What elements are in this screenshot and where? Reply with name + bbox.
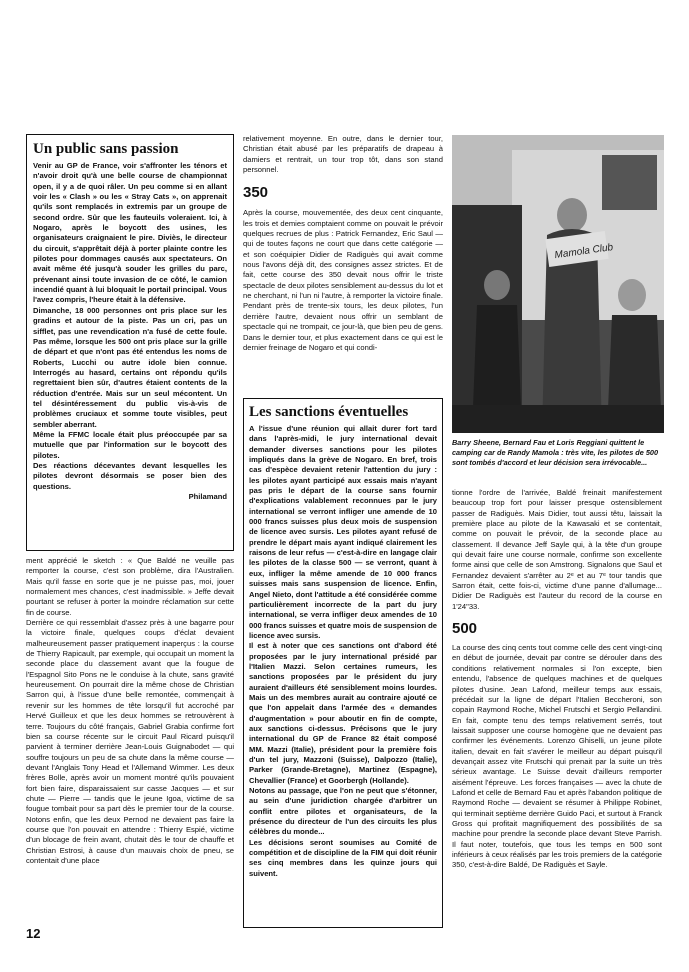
sidebar-box-public: [26, 134, 234, 551]
box-paragraph: A l'issue d'une réunion qui allait durer fort tard dans l'après-midi, le jury international devait demander diverses sanctions pour les pilotes impliqués dans la grève de Nogaro. En bref, trois cas d'espèce devaient retenir l'attention du jury : les pilotes ayant participé aux essais mais n'ayant pas pris le départ de la course sans fournir d'explications valablement reconnues par le jury international se verront infliger une amende de 10 000 francs suisses plus deux mois de suspension de licence avec sursis. Les pilotes ayant refusé de prendre le départ mais ayant indiqué clairement les raisons de leur refus — c'est-à-dire en langage clair les pilotes de la classe 500 — se verront, quant à eux, infliger la même amende de 10 000 francs suisses mais sans suspension de licence. Enfin, Angel Nieto, dont l'attitude a été considérée comme particulièrement incorrecte de la part du jury international, se verra infliger deux amendes de 10 000 francs suisses et quatre mois de suspension de licence avec sursis.: [249, 424, 437, 640]
box-paragraph: Même la FFMC locale était plus préoccupée par sa mutuelle que par l'information sur le boycott des pilotes.: [33, 429, 227, 460]
article-text: relativement moyenne. En outre, dans le dernier tour, Christian était abusé par les préparatifs de drapeau à damiers et rentrait, un tour trop tôt, dans son stand personnel.: [243, 134, 443, 175]
photo-riders: [452, 135, 664, 433]
box-paragraph: Dimanche, 18 000 personnes ont pris place sur les gradins et autour de la piste. Pas un cri, pas un sifflet, pas une revendication n'a fusé de cette foule. Pas même, lorsque les 500 ont pris place sur la grille de départ et que n'ont pas été entendus les noms de Roberts, Lucchi ou autre idole bien connue. Interrogés au hasard, certains ont répondu qu'ils regrettaient bien sûr, d'autres étaient contents de la réduction d'entrée. Mais sur un seul mécontent. Un tel désintéressement du public vis-à-vis de problèmes cruciaux et somme toute visibles, peut sembler aberrant.: [33, 305, 227, 429]
sidebar-box-sanctions: [243, 398, 443, 928]
column-left-bottom: [26, 556, 234, 866]
article-text: ment apprécié le sketch : « Que Baldé ne veuille pas remporter la course, c'est son problème, dira l'Australien. Mais qu'il fasse en sorte que je ne puisse pas, moi, jouer normalement mes chances, c'est inadmissible. » Jeffe devait pourtant se refuser à porter la moindre réclamation sur cette fin de course.: [26, 556, 234, 617]
box-body: [249, 424, 437, 879]
column-middle-top: [243, 134, 443, 353]
article-text: Après la course, mouvementée, des deux cent cinquante, les trois et demies comptaient comme on pouvait le prévoir quelques recrues de plus : Patrick Fernandez, Eric Saul — qui de toutes façons ne court que dans cette catégorie — et son coéquipier Didier de Radiguès qui avait comme nous l'avons déjà dit, des consignes assez strictes. Et de fait, cette course des 350 devait nous offrir le triste spectacle de deux pilotes sensiblement au-dessus du lot et ne cherchant, ni l'un ni l'autre, à remporter la victoire finale. Pendant près de trente-six tours, les deux pilotes, l'un derrière l'autre, devaient nous offrir un semblant de spectacle qui ne trompait, ce jour-là, que bien peu de gens. Dans le dernier tour, et plus exactement dans ce qui est le dernier freinage de Nogaro et qui condi-: [243, 208, 443, 352]
box-body: [33, 161, 227, 502]
photo-image: [452, 135, 664, 433]
column-right: [452, 488, 662, 871]
box-paragraph: Notons au passage, que l'on ne peut que s'étonner, au sein d'une juridiction chargée d'arbitrer un conflit entre pilotes et organisateurs, de la présence du directeur de l'un des circuits les plus célèbres du monde...: [249, 786, 437, 837]
box-signature: Philamand: [188, 492, 227, 501]
photo-caption: Barry Sheene, Bernard Fau et Loris Reggiani quittent le camping car de Randy Mamola : très vite, les pilotes de 500 sont tombés d'accord et leur décision sera irrévocable...: [452, 438, 659, 467]
box-paragraph: Les décisions seront soumises au Comité de compétition et de discipline de la FIM qui doit réunir ses cinq membres dans les quinze jours qui suivent.: [249, 837, 437, 878]
box-title: Les sanctions éventuelles: [249, 404, 409, 420]
box-paragraph: Il est à noter que ces sanctions ont d'abord été proposées par le jury international présidé par l'Italien Mazzi. Selon certaines rumeurs, les sanctions proposées par le président du jury auraient d'ailleurs été sensiblement moins lourdes. Mais un des membres aurait au contraire ajouté ce que l'on appelait dans l'armée des « demandes d'augmentation » pour aboutir en fin de compte, aux sanctions ci-dessus. Précisons que le jury international du GP de France 82 était composé MM. Mazzi (Italie), président pour la première fois d'un tel jury, Mazzoni (Suisse), Dalpozzo (Italie), Parker (Grande-Bretagne), Martinez (Espagne), Chevallier (France) et Goorbergh (Hollande).: [249, 641, 437, 785]
article-text: tionne l'ordre de l'arrivée, Baldé freinait manifestement beaucoup trop fort pour laisser presque ostensiblement passer de Radiguès. Mais Didier, tout aussi têtu, laissait la première place au pilote de la Kawasaki et se contentait, comme on pouvait le prévoir, de la seconde place au classement. Il devance Jeff Sayle qui, à la tête d'un groupe qui devait faire une course normale, confirme son excellente forme ainsi que celle de son Amstrong. Signalons que Saul et Fernandez devaient s'arrêter au 2ᵉ et au 7ᵉ tour tandis que Sarron était, cette fois-ci, victime d'une panne d'allumage... Didier De Radiguès est l'auteur du record de la course en 1'24"33.: [452, 488, 662, 611]
article-text: La course des cinq cents tout comme celle des cent vingt-cinq en début de journée, devait par contre se dérouler dans des conditions relativement normales si l'on excepte, bien entendu, l'absence de quelques machines et de quelques pilotes d'usine. Jean Lafond, meilleur temps aux essais, précédait sur la ligne de départ l'Italien Beccheroni, son copain Raymond Roche, Michel Frutschi et Sergio Pellandini. En fait, compte tenu des temps relativement serrés, tout laissait supposer une course homogène que ne devaient pas confirmer les événements. Lorenzo Ghiselli, un jeune pilote italien, devait en fait s'avérer le meilleur au départ puisqu'il devançait assez vite Frutschi qui prenait par la suite un très sérieux avantage. Le Suisse devait d'ailleurs remporter aisément l'épreuve. Les forces françaises — avec la chute de Lafond et celle de Bernard Fau et après l'abandon politique de Raymond Roche — devaient se résumer à Philippe Robinet, qui terminait septième derrière Guido Paci, et surtout à Franck Gross qui profitait magnifiquement des possibilités de sa machine pour prendre la seconde place devant Steve Parrish. Il faut noter, toutefois, que tous les temps en 500 sont inférieurs à ceux réalisés par les trois premiers de la catégorie 350, c'est-à-dire Baldé, De Radiguès et Sayle.: [452, 643, 662, 870]
section-heading-500: 500: [452, 620, 478, 638]
box-paragraph: Venir au GP de France, voir s'affronter les ténors et n'avoir droit qu'à une belle course de championnat open, il y a de quoi râler. Un peu comme si en allant voir les « Clash » ou les « Stray Cats », on apprenait qu'ils sont remplacés in extremis par un groupe de second ordre. Sûr que les fauteuils voleraient. Ici, à Nogaro, après le boycott des usines, les organisateurs craignaient le pire. Diviès, le directeur du circuit, s'apprêtait déjà à porter plainte contre les pilotes pour dommages causés aux spectateurs. On avait même été jusqu'à souder les grilles du parc, prévenant ainsi toute invasion de ce côté, le camion incendié quant à lui bloquait le portail principal. Vous l'avez compris, l'heure était à la défensive.: [33, 161, 227, 305]
box-title: Un public sans passion: [33, 141, 179, 157]
page-number: 12: [26, 926, 41, 941]
box-paragraph: Des réactions décevantes devant lesquelles les pilotes devront désormais se poser bien des questions.: [33, 460, 227, 491]
section-heading-350: 350: [243, 184, 269, 202]
article-text: Derrière ce qui ressemblait d'assez près à une bagarre pour la victoire finale, quelques coups d'éclat devaient malheureusement passer pratiquement inaperçus : la course de Thierry Rapicault, par exemple, qui occupait un moment la seconde place du classement avant que la fougue de l'Espagnol Sito Pons ne le conduise à la chute, sans gravité heureusement. On pourrait dire la même chose de Christian Sarron qui, à l'issue d'une belle remontée, commençait à revenir sur les hommes de tête lorsqu'il fut accroché par Hervé Guilleux et que les deux hommes se retrouvèrent à terre. Toujours du côté français, Gabriel Grabia confirme fort bien sa course récente sur le circuit Paul Ricard puisqu'il parvient à terminer derrière Jean-Louis Guignabodet — qui souffre toujours un peu de sa chute dans la même course — devant l'Anglais Tony Head et l'Allemand Wimmer. Les deux frères Bolle, après avoir un moment montré qu'ils pouvaient fort bien faire, disparaissaient sur casse Jacques — et sur chute — Pierre — tandis que le jeune Igoa, victime de sa fougue tombait pour sa part dès le premier tour de la course. Notons enfin, que les deux Pernod ne devaient pas faire la course que l'on pouvait en attendre : Thierry Espié, victime d'un blocage de frein avant, chutait dès le tour de chauffe et Christian Estrosi, à cause d'un mauvais choix de pneu, se contentait d'une place: [26, 618, 234, 865]
photo-sign-text: Mamola Club: [553, 242, 614, 262]
